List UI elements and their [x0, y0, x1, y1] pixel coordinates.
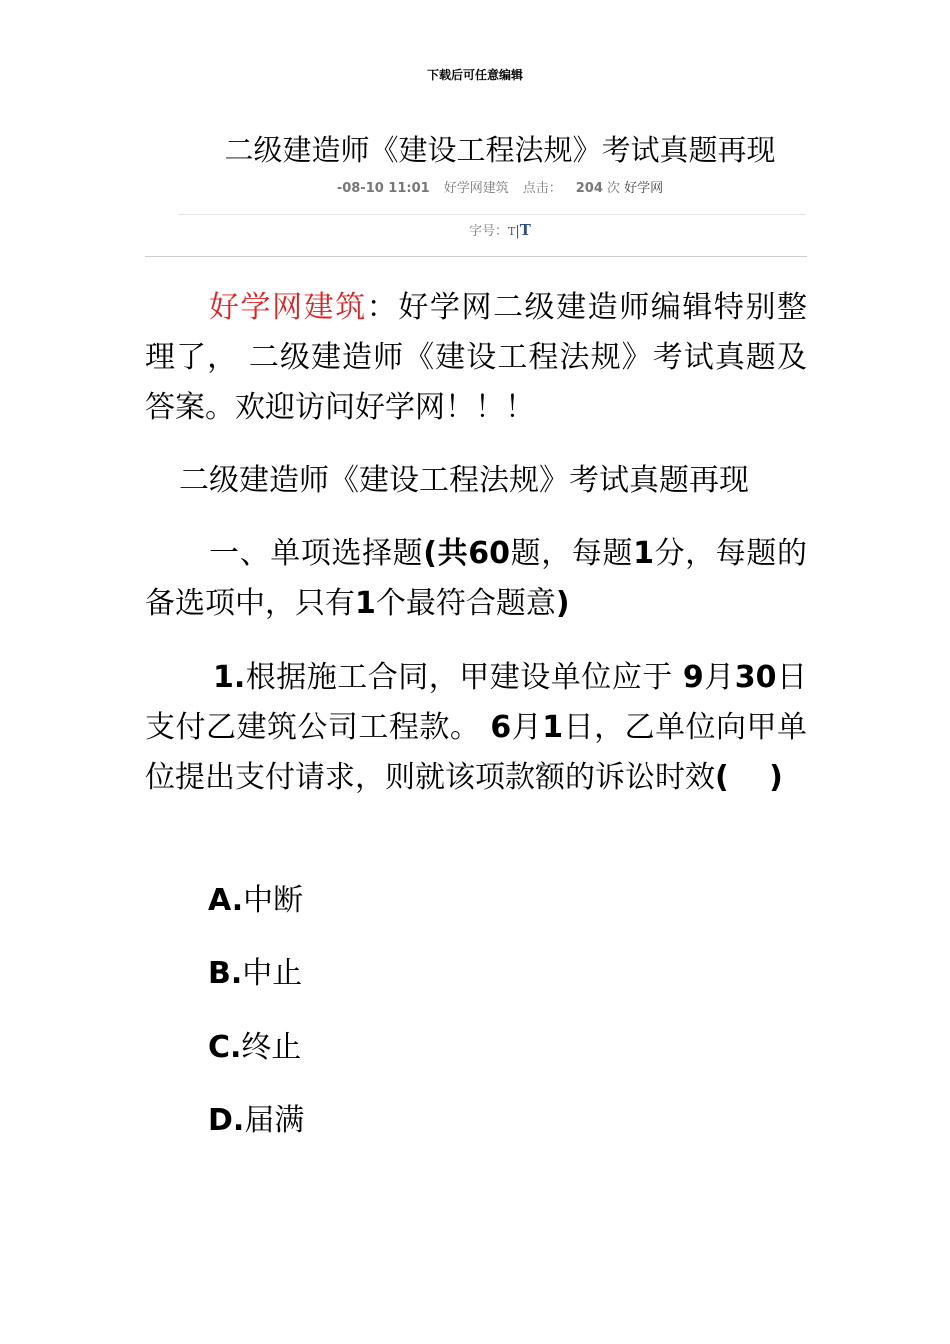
- question-text-part: 日支付乙建筑公司工程款。: [145, 660, 808, 745]
- section-heading-part: 1: [633, 536, 654, 571]
- option-text: 届满: [244, 1103, 305, 1138]
- intro-source-link[interactable]: 好学网建筑: [209, 290, 367, 325]
- question-number-part: 1: [542, 710, 564, 745]
- option-text: 中止: [242, 956, 303, 991]
- option-letter: C.: [208, 1030, 242, 1065]
- intro-text: ：好学网二级建造师编辑特别整理了， 二级建造师《建设工程法规》考试真题及答案。欢迎访问好学网！！！: [145, 290, 808, 425]
- publish-date: -08-10 11:01: [336, 181, 430, 196]
- clicks-count: 204: [575, 181, 603, 196]
- option-a: [208, 876, 303, 926]
- question-text-part: 月: [511, 710, 543, 745]
- option-c: [208, 1023, 301, 1073]
- font-size-separator: |: [515, 224, 520, 239]
- question-number-part: 6: [490, 710, 512, 745]
- option-text: 中断: [243, 883, 304, 918]
- option-letter: D.: [208, 1103, 245, 1138]
- article-meta: [145, 177, 855, 196]
- font-size-large-button[interactable]: T: [519, 221, 531, 239]
- section-heading-part: 60: [468, 536, 510, 571]
- option-letter: B.: [208, 956, 243, 991]
- intro-paragraph: [145, 283, 807, 433]
- option-letter: A.: [208, 883, 244, 918]
- question-number-part: 9: [682, 660, 704, 695]
- question-1: [145, 653, 807, 803]
- section-heading-part: 个最符合题意: [375, 586, 556, 621]
- section-heading-part: 分，每题的备选项中，只有: [145, 536, 808, 621]
- section-heading: [145, 529, 807, 629]
- section-heading-part: 一、单项选择题: [209, 536, 424, 571]
- option-text: 终止: [241, 1030, 302, 1065]
- question-text-part: 根据施工合同，甲建设单位应于: [245, 660, 673, 695]
- font-size-control: [145, 220, 855, 239]
- option-b: [208, 949, 302, 999]
- font-size-small-button[interactable]: T: [508, 225, 516, 238]
- site-name: 好学网: [624, 181, 664, 196]
- option-d: [208, 1096, 304, 1146]
- answer-blank: ( ): [715, 760, 783, 795]
- section-heading-part: ): [555, 586, 570, 621]
- question-text-part: 月: [703, 660, 735, 695]
- question-text-part: 日，乙单位向甲单位提出支付请求，则就该项款额的诉讼时效: [145, 710, 808, 795]
- article-source: 好学网建筑: [443, 181, 509, 196]
- header-divider: [178, 214, 806, 215]
- content-divider: [145, 256, 807, 257]
- clicks-label: 点击：: [522, 181, 562, 196]
- subtitle: 二级建造师《建设工程法规》考试真题再现: [179, 463, 749, 498]
- font-size-label: 字号：: [469, 224, 509, 239]
- question-number-part: 30: [734, 660, 777, 695]
- download-note: 下载后可任意编辑: [426, 68, 523, 82]
- question-number: 1.: [213, 660, 246, 695]
- section-heading-part: (共: [423, 536, 469, 571]
- clicks-unit: 次: [607, 181, 621, 196]
- article-title: 二级建造师《建设工程法规》考试真题再现: [224, 133, 776, 167]
- section-heading-part: 题，每题: [510, 536, 634, 571]
- section-heading-part: 1: [355, 586, 376, 621]
